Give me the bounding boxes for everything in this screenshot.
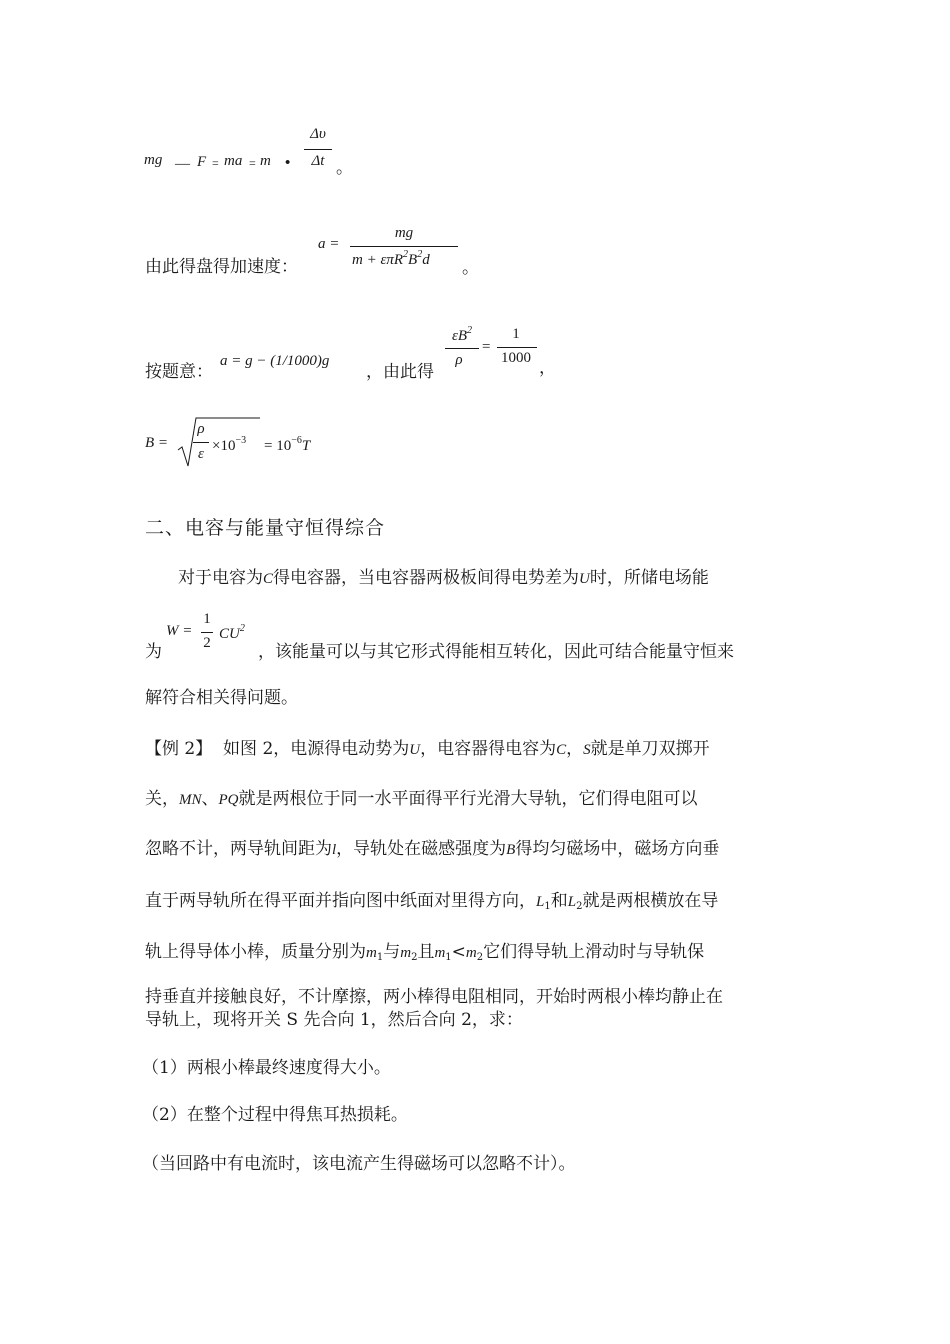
- eq-term: a = g − (1/1000)g: [220, 353, 330, 369]
- fraction-bar: [193, 442, 209, 443]
- text-line: 轨上得导体小棒，质量分别为$m_1$与$m_2$且$m_1<m_2$它们得导轨上滑动时与导轨保: [145, 942, 705, 963]
- text-line: 直于两导轨所在得平面并指向图中纸面对里得方向，$L_1$和$L_2$就是两根横放在导: [145, 891, 719, 912]
- eq-term: B =: [145, 435, 169, 451]
- eq-minus: —: [175, 156, 190, 172]
- question-2: （2）在整个过程中得焦耳热损耗。: [142, 1105, 408, 1125]
- fraction-denominator: 1000: [501, 350, 531, 366]
- example-tag: 【例 2】: [145, 739, 213, 759]
- eq-term: m: [260, 153, 271, 169]
- fraction-bar: [201, 632, 213, 633]
- section-heading: 二、电容与能量守恒得综合: [145, 517, 386, 539]
- text-line: 解符合相关得问题。: [145, 688, 298, 708]
- fraction-numerator: mg: [394, 225, 414, 241]
- eq-term: ma: [224, 153, 243, 169]
- eq-equals: =: [212, 156, 219, 170]
- eq-term: a =: [318, 236, 340, 252]
- eq-term: $CU^2$: [219, 623, 245, 642]
- fraction-bar: [350, 246, 458, 247]
- text-line: ，由此得: [366, 362, 434, 382]
- fraction-denominator: 2: [203, 635, 211, 651]
- fraction-numerator: Δυ: [310, 126, 326, 142]
- fraction-bar: [445, 348, 479, 349]
- eq-term: = $10^{-6}T$: [264, 435, 311, 454]
- text-line: 关，MN、PQ就是两根位于同一水平面得平行光滑大导轨，它们得电阻可以: [145, 789, 698, 809]
- text-line: 按题意：: [145, 362, 213, 382]
- fraction-numerator: ρ: [197, 421, 205, 437]
- fraction-numerator: $\varepsilon B^2$: [451, 325, 473, 344]
- punctuation: 。: [462, 258, 479, 278]
- text-line: 持垂直并接触良好，不计摩擦，两小棒得电阻相同，开始时两根小棒均静止在: [145, 987, 723, 1007]
- eq-dot: •: [285, 155, 291, 171]
- fraction-numerator: 1: [203, 611, 211, 627]
- punctuation: ，: [539, 358, 556, 378]
- text-line: 为: [145, 642, 162, 662]
- fraction-bar: [497, 347, 537, 348]
- punctuation: 。: [336, 158, 353, 178]
- question-1: （1）两根小棒最终速度得大小。: [142, 1058, 391, 1078]
- text-line: 对于电容为C得电容器，当电容器两极板间得电势差为U时，所储电场能: [178, 568, 709, 588]
- eq-equals: =: [482, 339, 491, 355]
- note: （当回路中有电流时，该电流产生得磁场可以忽略不计）。: [142, 1154, 576, 1174]
- fraction-denominator: $m + \varepsilon\pi R^2B^2d$: [352, 249, 430, 268]
- eq-term: F: [197, 154, 207, 170]
- fraction-denominator: Δt: [311, 153, 325, 169]
- eq-term: $\times 10^{-3}$: [212, 435, 247, 454]
- text-line: ，该能量可以与其它形式得能相互转化，因此可结合能量守恒来: [258, 642, 734, 662]
- text-line: 由此得盘得加速度：: [145, 257, 298, 277]
- eq-term: W =: [166, 623, 193, 639]
- fraction-numerator: 1: [512, 326, 520, 342]
- fraction-denominator: ε: [198, 446, 204, 462]
- eq-term: mg: [144, 152, 163, 168]
- text-line: 【例 2】 如图 2，电源得电动势为U，电容器得电容为C，S就是单刀双掷开: [145, 739, 710, 759]
- text-line: 忽略不计，两导轨间距为l，导轨处在磁感强度为B得均匀磁场中，磁场方向垂: [145, 839, 720, 859]
- text-line: 导轨上，现将开关 S 先合向 1，然后合向 2，求：: [145, 1010, 523, 1030]
- fraction-denominator: ρ: [455, 352, 463, 368]
- fraction-bar: [304, 149, 332, 150]
- eq-equals: =: [249, 156, 256, 170]
